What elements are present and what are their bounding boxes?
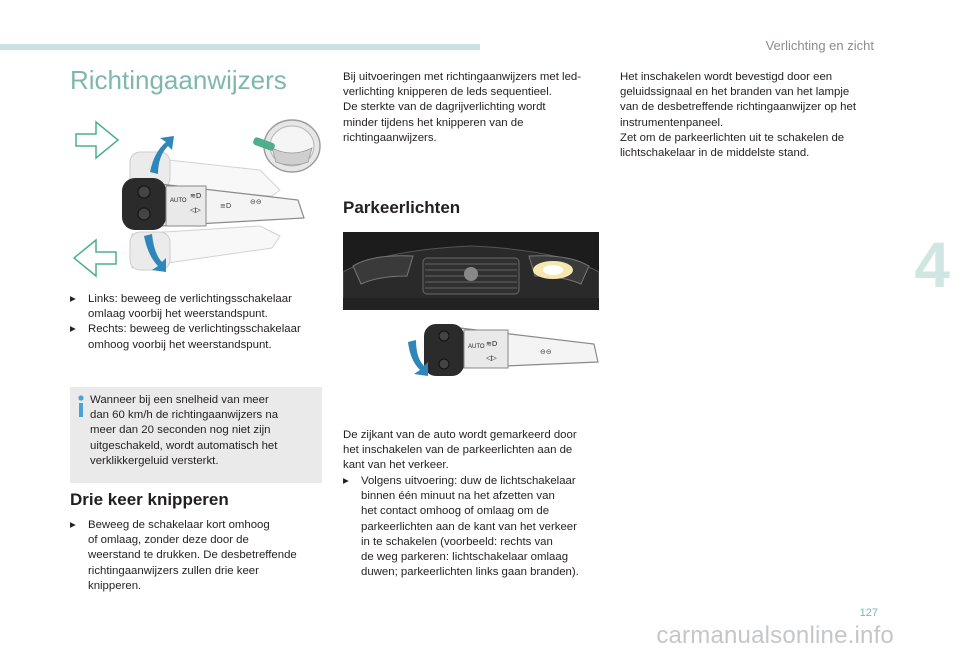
info-box: [70, 387, 322, 483]
svg-text:◁▷: ◁▷: [190, 206, 201, 214]
triangle-bullet-icon: ▸: [70, 519, 76, 531]
parkeer-bullets: ▸ Volgens uitvoering: duw de lichtschakelaar binnen één minuut na het afzetten van het contact omhoog of omlaag om de parkeerlichten aan de kant van het verkeer in te schakelen (voorbeeld: rechts van de weg parkeren: lichtschakelaar omlaag duwen; parkeerlichten links gaan branden).: [343, 475, 579, 579]
svg-text:≋D: ≋D: [190, 192, 202, 200]
turn-signal-stalk-figure: [70, 108, 322, 284]
watermark: carmanualsonline.info: [656, 622, 894, 649]
right-column-paragraph: Het inschakelen wordt bevestigd door een geluidssignaal en het branden van het lampje van de desbetreffende richtingaanwijzer op het instrumentenpaneel. Zet om de parkeerlichten uit te schakelen de lichtschakelaar in de middelste stand.: [620, 71, 856, 160]
auto-label: AUTO: [468, 344, 485, 350]
svg-text:⊖⊖: ⊖⊖: [540, 348, 552, 356]
triangle-bullet-icon: ▸: [343, 475, 349, 487]
svg-text:≡D: ≡D: [220, 202, 232, 210]
section-title-parkeerlichten: Parkeerlichten: [343, 198, 461, 217]
svg-text:≋D: ≋D: [486, 340, 498, 348]
parking-light-stalk-figure: [380, 318, 600, 390]
parkeer-intro: De zijkant van de auto wordt gemarkeerd door het inschakelen van de parkeerlichten aan de kant van het verkeer.: [343, 429, 577, 472]
info-text: Wanneer bij een snelheid van meer dan 60 km/h de richtingaanwijzers na meer dan 20 seconden nog niet zijn uitgeschakeld, wordt automatisch het verklikkergeluid versterkt.: [90, 394, 279, 467]
arrow-left-outline-icon: [74, 240, 116, 276]
running-head: Verlichting en zicht: [765, 38, 874, 53]
arrow-right-outline-icon: [76, 122, 118, 158]
richtingaanwijzers-bullets: ▸ Links: beweeg de verlichtingsschakelaar omlaag voorbij het weerstandspunt. ▸ Rechts: beweeg de verlichtingsschakelaar omhoog voorbij het weerstandspunt.: [70, 293, 301, 351]
drie-keer-bullets: ▸ Beweeg de schakelaar kort omhoog of omlaag, zonder deze door de weerstand te drukken. De desbetreffende richtingaanwijzers zullen drie keer knipperen.: [70, 519, 297, 592]
info-icon: [78, 395, 82, 415]
steering-wheel-icon: [252, 120, 320, 172]
section-title-drie-keer-knipperen: Drie keer knipperen: [70, 490, 229, 509]
page-number: 127: [859, 607, 878, 619]
triangle-bullet-icon: ▸: [70, 323, 76, 336]
chapter-number: 4: [914, 229, 950, 301]
triangle-bullet-icon: ▸: [70, 293, 76, 305]
led-paragraph: Bij uitvoeringen met richtingaanwijzers met led- verlichting knipperen de leds sequentieel. De sterkte van de dagrijverlichting wordt minder tijdens het knipperen van de richtingaanwijzers.: [343, 71, 582, 144]
auto-label: AUTO: [170, 198, 187, 204]
car-front-photo: [343, 232, 599, 310]
svg-text:◁▷: ◁▷: [486, 354, 497, 362]
header-accent-bar: [0, 44, 480, 50]
svg-text:⊖⊖: ⊖⊖: [250, 198, 262, 206]
section-title-richtingaanwijzers: Richtingaanwijzers: [70, 65, 287, 95]
